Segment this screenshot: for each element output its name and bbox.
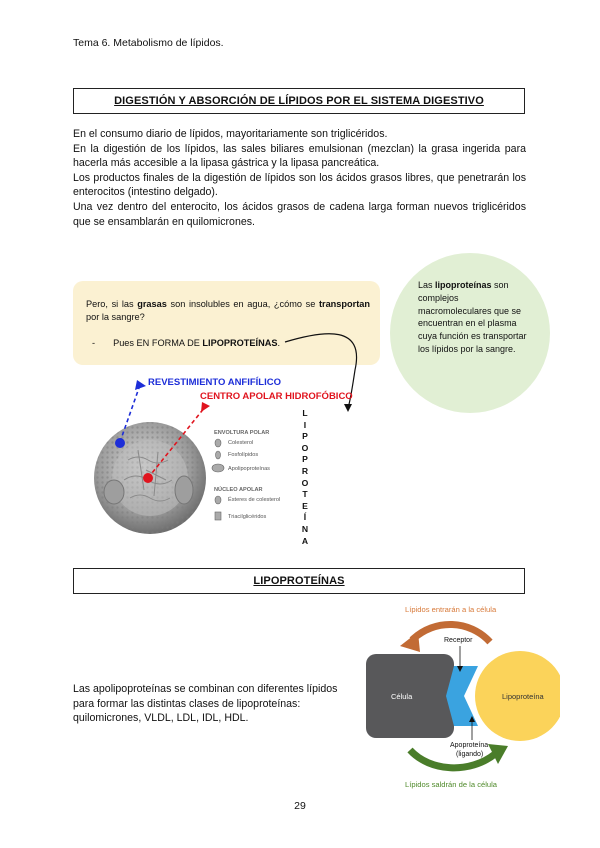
section-title-box-digestion <box>73 88 525 114</box>
section-title-lipoproteinas: LIPOPROTEÍNAS <box>253 575 345 587</box>
section-title-box-lipoproteinas <box>73 568 525 594</box>
question-answer: - Pues EN FORMA DE LIPOPROTEÍNAS. <box>92 338 281 348</box>
intro-p1: En el consumo diario de lípidos, mayoritariamente son triglicéridos. <box>73 128 388 140</box>
vertical-lipoproteina: L I P O P R O T E Í N A <box>301 408 309 546</box>
cycle-bottom-label: Lípidos saldrán de la célula <box>405 780 498 789</box>
legend-nucleo-title: NÚCLEO APOLAR <box>214 487 263 493</box>
intro-p3: Los productos finales de la digestión de lípidos son los ácidos grasos libres, que penetrarán los enterocitos (intestino delgado). <box>73 171 526 199</box>
legend-colesterol: Colesterol <box>228 440 254 446</box>
intro-p2: En la digestión de los lípidos, las sales biliares emulsionan (mezclan) la grasa ingerida para hacerla más accesible a la lipasa gástrica y la lipasa pancreática. <box>73 142 526 170</box>
apolipoprotein-paragraph: Las apolipoproteínas se combinan con diferentes lípidos para formar las distintas clases de lipoproteínas: quilomicrones, VLDL, LDL, IDL, HDL. <box>73 683 338 725</box>
cell-label: Célula <box>391 692 413 701</box>
apoprotein-label: Apoproteína <box>450 742 489 749</box>
legend-envoltura-title: ENVOLTURA POLAR <box>214 430 270 436</box>
legend-apolipoproteinas: Apolipoproteínas <box>228 466 270 472</box>
section-title-digestion: DIGESTIÓN Y ABSORCIÓN DE LÍPIDOS POR EL SISTEMA DIGESTIVO <box>114 95 484 107</box>
question-text: Pero, si las grasas son insolubles en agua, ¿cómo se transportan por la sangre? <box>86 299 370 322</box>
definition-text: Las lipoproteínas son complejos macromoleculares que se encuentran en el plasma cuya función es transportar los lípidos por la sangre. <box>418 280 527 354</box>
legend-trigliceridos: Triacilglicéridos <box>228 514 267 520</box>
page-header: Tema 6. Metabolismo de lípidos. <box>73 37 224 49</box>
legend-fosfolipidos: Fosfolípidos <box>228 452 259 458</box>
lipoprotein-label: Lipoproteína <box>502 692 544 701</box>
red-dot <box>143 473 153 483</box>
page-number: 29 <box>294 800 306 812</box>
cycle-top-label: Lípidos entrarán a la célula <box>405 605 497 614</box>
legend-esteres: Ésteres de colesterol <box>228 497 281 503</box>
label-apolar-core: CENTRO APOLAR HIDROFÓBICO <box>200 391 353 402</box>
label-amphiphilic-coat: REVESTIMIENTO ANFIFÍLICO <box>148 377 282 388</box>
intro-p4: Una vez dentro del enterocito, los ácidos grasos de cadena larga forman nuevos triglicéridos que se ensamblarán en quilomicrones. <box>73 200 526 228</box>
lipoprotein-figure <box>80 330 370 560</box>
ligand-label: (ligando) <box>456 751 484 758</box>
receptor-label: Receptor <box>444 637 473 644</box>
blue-dot <box>115 438 125 448</box>
intro-paragraphs <box>73 127 526 229</box>
